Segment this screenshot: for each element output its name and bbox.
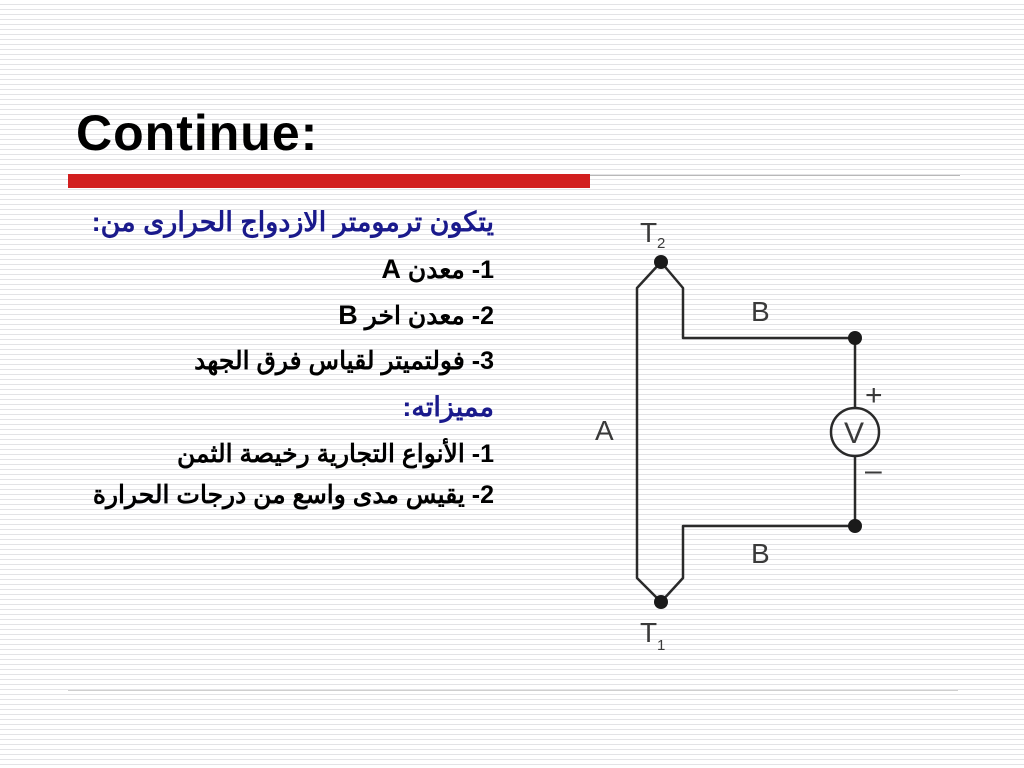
wire-b-bottom: [661, 456, 855, 602]
feature-item-2: [74, 480, 494, 511]
item-text: يقيس مدى واسع من درجات الحرارة: [92, 481, 465, 509]
component-item-2: [74, 296, 494, 335]
label-t1: T: [640, 617, 658, 648]
item-symbol: A: [381, 254, 401, 284]
item-number: 3-: [471, 347, 494, 375]
terminal-minus: [848, 519, 862, 533]
terminal-plus: [848, 331, 862, 345]
item-number: 1-: [471, 256, 494, 284]
label-t1-sub: 1: [657, 637, 666, 654]
item-number: 1-: [471, 440, 494, 468]
label-minus: –: [865, 454, 882, 487]
component-item-3: [74, 342, 494, 380]
item-number: 2-: [471, 302, 494, 330]
label-metal-b-top: B: [751, 296, 770, 327]
junction-t1: [654, 595, 668, 609]
slide-title: Continue:: [76, 105, 319, 161]
wire-b-top: [661, 262, 855, 408]
item-symbol: B: [338, 300, 358, 330]
item-text: معدن: [407, 256, 465, 284]
label-t2-sub: 2: [657, 235, 666, 252]
item-text: فولتميتر لقياس فرق الجهد: [194, 347, 465, 375]
label-voltmeter: V: [844, 417, 865, 450]
item-number: 2-: [471, 481, 494, 509]
title-accent-bar: [68, 174, 590, 188]
wire-a: [637, 262, 661, 602]
item-text: معدن اخر: [364, 302, 465, 330]
item-text: الأنواع التجارية رخيصة الثمن: [176, 440, 465, 468]
label-metal-a: A: [595, 415, 614, 446]
label-t2: T: [640, 217, 658, 248]
component-item-1: [74, 250, 494, 289]
junction-t2: [654, 255, 668, 269]
thermocouple-diagram: [585, 210, 905, 660]
title-divider: [590, 175, 960, 176]
features-heading: مميزاته:: [402, 392, 494, 422]
label-metal-b-bottom: B: [751, 538, 770, 569]
components-heading: يتكون ترمومتر الازدواج الحرارى من:: [91, 207, 494, 237]
feature-item-1: [74, 435, 494, 473]
footer-divider: [68, 690, 958, 691]
body-text: [74, 202, 494, 518]
label-plus: +: [865, 379, 883, 412]
